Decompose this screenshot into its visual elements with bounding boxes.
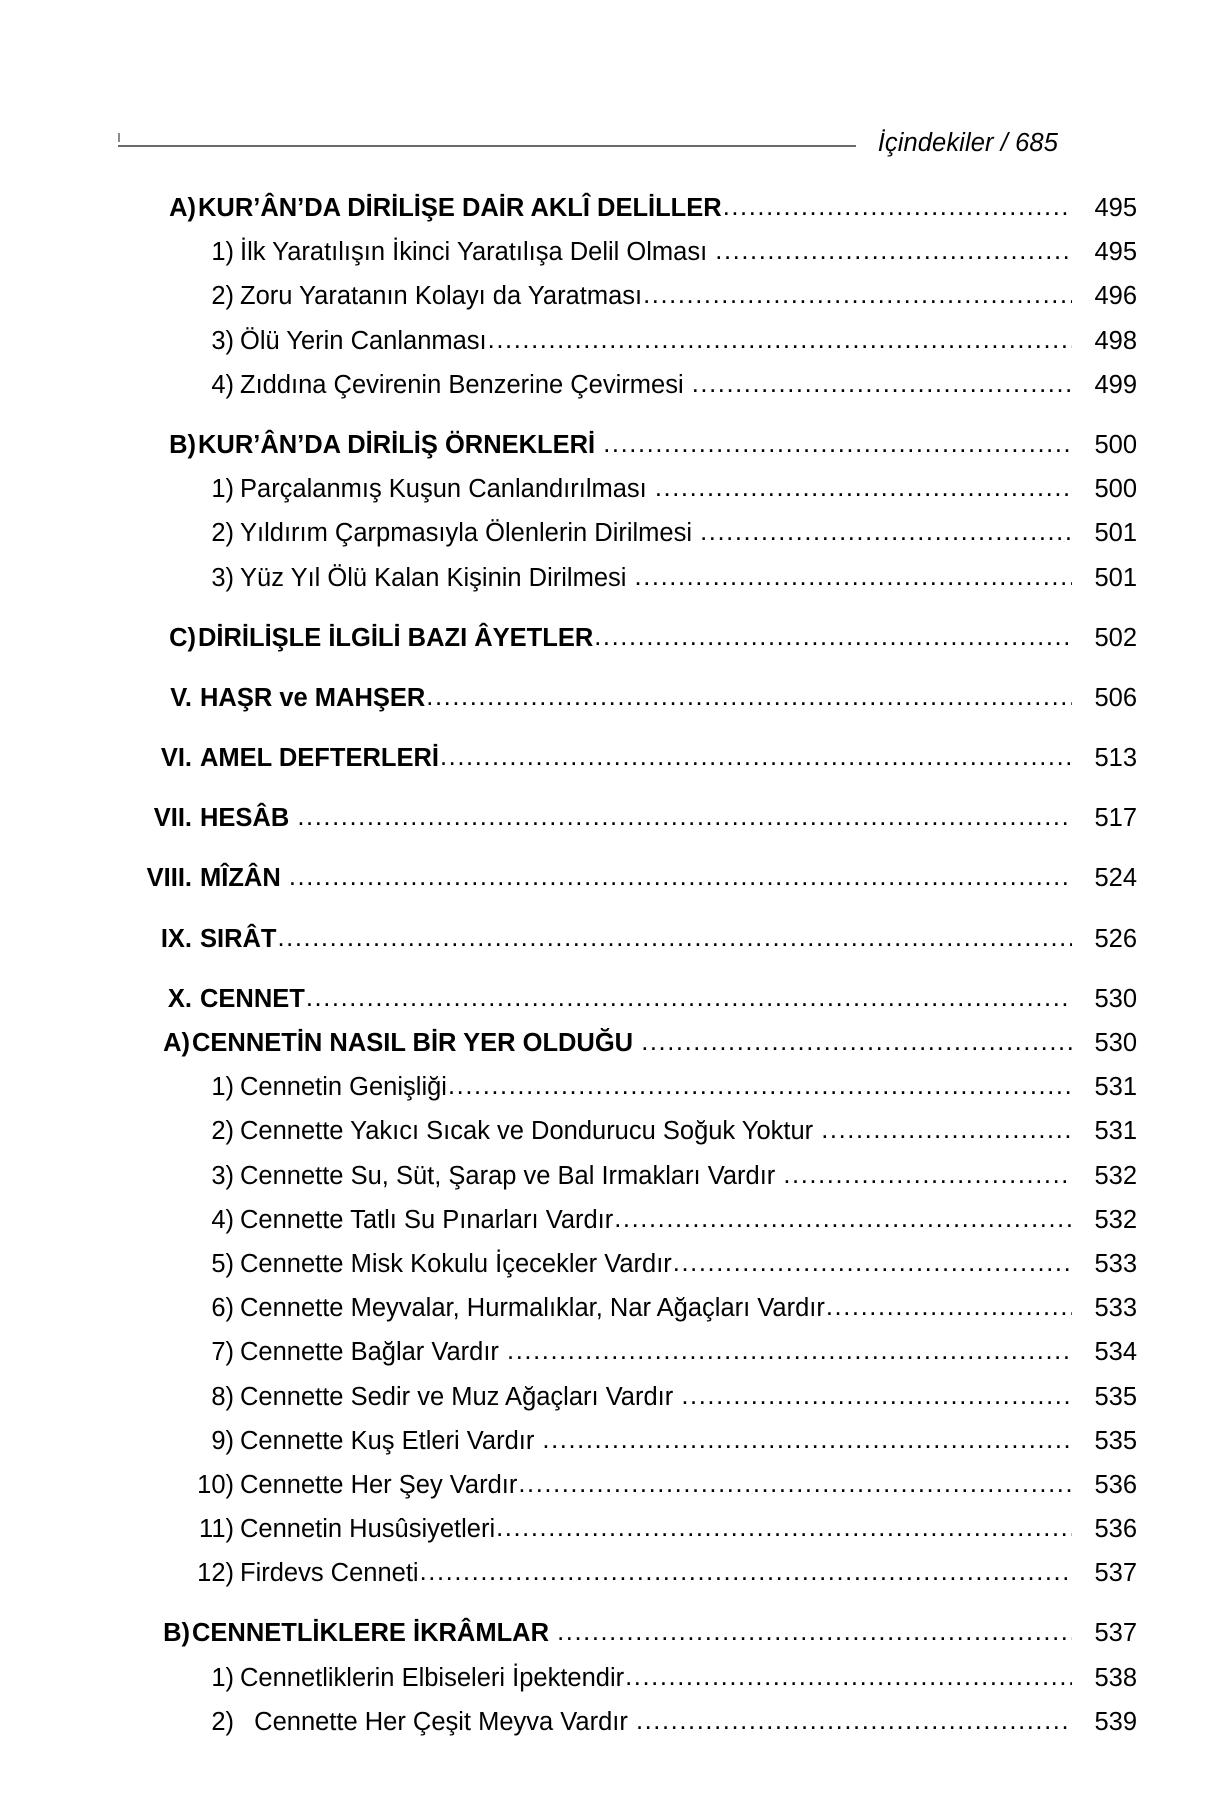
toc-dot-leader [826, 1295, 1072, 1321]
toc-entry-title: İlk Yaratılışın İkinci Yaratılışa Delil Olması [240, 238, 715, 267]
toc-entry-marker: 12) [197, 1559, 234, 1588]
toc-entry-page-number: 530 [1094, 1029, 1137, 1057]
toc-entry[interactable] [0, 1470, 1221, 1517]
toc-entry-marker: 2) [211, 1117, 234, 1146]
toc-dot-leader [655, 476, 1072, 502]
toc-dot-leader [507, 1339, 1072, 1365]
toc-dot-leader [542, 1428, 1072, 1454]
toc-entry-marker: 3) [211, 563, 234, 592]
toc-entry-page-number: 500 [1094, 475, 1137, 504]
toc-entry-page-number: 536 [1094, 1470, 1137, 1499]
toc-entry-marker: 1) [211, 475, 234, 504]
toc-dot-leader [426, 685, 1072, 711]
toc-entry[interactable] [0, 284, 1221, 328]
toc-dot-leader [614, 1207, 1072, 1233]
toc-entry-title: Cennette Kuş Etleri Vardır [240, 1426, 542, 1455]
toc-dot-leader [603, 432, 1072, 458]
toc-entry-title: AMEL DEFTERLERİ [200, 744, 439, 773]
toc-dot-leader [625, 1665, 1072, 1691]
toc-dot-leader [692, 372, 1072, 398]
toc-entry-title: CENNETİN NASIL BİR YER OLDUĞU [192, 1029, 641, 1057]
toc-entry[interactable] [0, 1707, 1221, 1754]
toc-entry-page-number: 506 [1094, 683, 1137, 712]
toc-entry-title: Cennette Tatlı Su Pınarları Vardır [240, 1205, 614, 1234]
toc-entry-page-number: 533 [1094, 1249, 1137, 1278]
toc-entry[interactable] [0, 683, 1221, 730]
toc-entry[interactable] [0, 1205, 1221, 1252]
toc-dot-leader [557, 1620, 1072, 1646]
toc-entry-page-number: 538 [1094, 1663, 1137, 1692]
toc-entry[interactable] [0, 521, 1221, 565]
toc-entry-page-number: 501 [1094, 519, 1137, 548]
toc-entry-title: Yüz Yıl Ölü Kalan Kişinin Dirilmesi [240, 563, 634, 592]
toc-entry-title: Cennette Su, Süt, Şarap ve Bal Irmakları Vardır [240, 1161, 783, 1190]
toc-entry-title: Parçalanmış Kuşun Canlandırılması [240, 475, 654, 504]
header-title: İçindekiler / 685 [877, 128, 1058, 157]
toc-entry-marker: 4) [211, 1205, 234, 1234]
toc-entry[interactable] [0, 1517, 1221, 1561]
toc-dot-leader [278, 926, 1073, 952]
toc-entry-marker: 1) [211, 1073, 234, 1102]
toc-entry-marker: 7) [211, 1338, 234, 1367]
toc-entry[interactable] [0, 1382, 1221, 1429]
toc-entry-marker: X. [167, 984, 192, 1013]
toc-entry-marker: B) [169, 430, 196, 459]
header-tick-mark [118, 133, 120, 142]
toc-entry-title: Cennette Her Şey Vardır [240, 1470, 518, 1499]
toc-entry[interactable] [0, 1161, 1221, 1208]
toc-entry-marker: 2) [211, 519, 234, 548]
toc-entry-marker: 2) [211, 282, 234, 311]
toc-entry-title: KUR’ÂN’DA DİRİLİŞE DAİR AKLÎ DELİLLER [198, 194, 722, 222]
toc-dot-leader [715, 239, 1072, 265]
toc-entry-page-number: 532 [1094, 1161, 1137, 1190]
toc-entry[interactable] [0, 1249, 1221, 1296]
toc-entry-page-number: 495 [1094, 238, 1137, 267]
toc-entry-marker: 1) [211, 1663, 234, 1692]
running-header [118, 112, 1058, 156]
toc-entry-title: Cennetin Genişliği [240, 1073, 447, 1102]
toc-entry[interactable] [0, 984, 1221, 1031]
toc-entry-title: Ölü Yerin Canlanması [240, 326, 487, 355]
toc-dot-leader [488, 328, 1072, 354]
toc-entry-page-number: 498 [1094, 326, 1137, 355]
toc-entry-page-number: 537 [1094, 1559, 1137, 1588]
toc-entry-page-number: 524 [1094, 864, 1137, 893]
toc-dot-leader [594, 625, 1072, 651]
toc-entry[interactable] [0, 1119, 1221, 1163]
toc-dot-leader [420, 1560, 1072, 1586]
toc-entry[interactable] [0, 1340, 1221, 1384]
toc-entry-marker: V. [170, 683, 192, 712]
toc-entry-page-number: 533 [1094, 1294, 1137, 1323]
toc-entry-page-number: 536 [1094, 1515, 1137, 1544]
toc-entry-title: Cennetin Husûsiyetleri [240, 1515, 496, 1544]
toc-entry[interactable] [0, 1621, 1221, 1665]
toc-dot-leader [636, 1709, 1072, 1735]
toc-entry[interactable] [0, 924, 1221, 971]
toc-entry-marker: 3) [211, 1161, 234, 1190]
toc-entry-page-number: 539 [1094, 1707, 1137, 1736]
toc-entry[interactable] [0, 746, 1221, 790]
toc-dot-leader [723, 195, 1072, 221]
toc-entry[interactable] [0, 806, 1221, 850]
toc-dot-leader [641, 1030, 1072, 1056]
toc-entry[interactable] [0, 1561, 1221, 1605]
toc-entry[interactable] [0, 240, 1221, 284]
toc-entry-page-number: 531 [1094, 1073, 1137, 1102]
toc-dot-leader [518, 1472, 1072, 1498]
toc-entry[interactable] [0, 1296, 1221, 1340]
toc-dot-leader [783, 1163, 1072, 1189]
toc-entry[interactable] [0, 623, 1221, 670]
toc-entry-title: HAŞR ve MAHŞER [200, 683, 426, 712]
toc-entry-marker: A) [163, 1029, 190, 1057]
toc-dot-leader [448, 1074, 1072, 1100]
toc-entry-marker: 8) [211, 1382, 234, 1411]
toc-dot-leader [635, 565, 1072, 591]
toc-entry[interactable] [0, 1031, 1221, 1075]
toc-entry-title: Firdevs Cenneti [240, 1559, 419, 1588]
toc-dot-leader [643, 283, 1072, 309]
toc-entry[interactable] [0, 370, 1221, 417]
toc-entry-title: HESÂB [200, 804, 297, 833]
toc-entry-title: Cennette Her Çeşit Meyva Vardır [240, 1707, 635, 1736]
toc-entry-marker: VI. [160, 744, 192, 773]
toc-dot-leader [673, 1251, 1072, 1277]
toc-dot-leader [681, 1384, 1072, 1410]
toc-entry[interactable] [0, 1426, 1221, 1473]
toc-entry-marker: 4) [211, 370, 234, 399]
toc-entry-page-number: 526 [1094, 924, 1137, 953]
toc-entry-title: Yıldırım Çarpmasıyla Ölenlerin Dirilmesi [240, 519, 700, 548]
toc-dot-leader [306, 986, 1072, 1012]
toc-entry-marker: 2) [211, 1707, 234, 1736]
toc-entry[interactable] [0, 563, 1221, 610]
toc-entry[interactable] [0, 326, 1221, 373]
toc-entry-marker: 10) [197, 1470, 234, 1499]
toc-entry-page-number: 517 [1094, 804, 1137, 833]
toc-entry[interactable] [0, 1663, 1221, 1710]
toc-entry-marker: 9) [211, 1426, 234, 1455]
toc-entry-marker: 3) [211, 326, 234, 355]
toc-entry-page-number: 537 [1094, 1619, 1137, 1648]
toc-entry-title: KUR’ÂN’DA DİRİLİŞ ÖRNEKLERİ [198, 430, 603, 459]
toc-dot-leader [700, 520, 1072, 546]
toc-entry-title: Cennette Meyvalar, Hurmalıklar, Nar Ağaçları Vardır [240, 1294, 825, 1323]
toc-entry-title: Cennette Yakıcı Sıcak ve Dondurucu Soğuk Yoktur [240, 1117, 821, 1146]
toc-entry-title: SIRÂT [200, 924, 277, 953]
toc-entry-page-number: 499 [1094, 370, 1137, 399]
toc-entry[interactable] [0, 477, 1221, 521]
toc-entry-marker: 6) [211, 1294, 234, 1323]
toc-entry-page-number: 513 [1094, 744, 1137, 773]
toc-entry-marker: 11) [199, 1515, 234, 1544]
toc-entry[interactable] [0, 430, 1221, 477]
toc-entry-page-number: 501 [1094, 563, 1137, 592]
toc-dot-leader [496, 1516, 1072, 1542]
toc-entry-title: MÎZÂN [200, 864, 288, 893]
toc-entry-title: CENNETLİKLERE İKRÂMLAR [192, 1619, 557, 1648]
toc-dot-leader [297, 805, 1072, 831]
toc-dot-leader [289, 865, 1072, 891]
toc-entry-page-number: 530 [1094, 984, 1137, 1013]
toc-entry-marker: A) [169, 194, 196, 222]
toc-dot-leader [440, 745, 1072, 771]
toc-entry-page-number: 532 [1094, 1205, 1137, 1234]
header-rule [118, 145, 856, 147]
toc-entry-page-number: 531 [1094, 1117, 1137, 1146]
toc-entry-marker: 5) [211, 1249, 234, 1278]
table-of-contents [0, 196, 1221, 1754]
toc-entry-title: Cennetliklerin Elbiseleri İpektendir [240, 1663, 625, 1692]
toc-entry-marker: B) [163, 1619, 190, 1648]
toc-entry-page-number: 496 [1094, 282, 1137, 311]
toc-entry-title: Zoru Yaratanın Kolayı da Yaratması [240, 282, 643, 311]
toc-entry-page-number: 495 [1094, 194, 1137, 222]
toc-entry-page-number: 535 [1094, 1426, 1137, 1455]
toc-entry[interactable] [0, 196, 1221, 240]
toc-entry-title: Zıddına Çevirenin Benzerine Çevirmesi [240, 370, 691, 399]
toc-entry[interactable] [0, 1075, 1221, 1119]
toc-entry[interactable] [0, 866, 1221, 910]
toc-entry-marker: IX. [160, 924, 192, 953]
toc-entry-marker: VIII. [146, 864, 192, 893]
toc-entry-marker: C) [169, 623, 196, 652]
toc-entry-page-number: 502 [1094, 623, 1137, 652]
toc-dot-leader [821, 1118, 1072, 1144]
toc-entry-title: DİRİLİŞLE İLGİLİ BAZI ÂYETLER [198, 623, 594, 652]
toc-entry-page-number: 535 [1094, 1382, 1137, 1411]
toc-entry-title: CENNET [200, 984, 305, 1013]
toc-entry-page-number: 534 [1094, 1338, 1137, 1367]
toc-entry-title: Cennette Sedir ve Muz Ağaçları Vardır [240, 1382, 681, 1411]
toc-entry-title: Cennette Misk Kokulu İçecekler Vardır [240, 1249, 672, 1278]
toc-entry-marker: VII. [153, 804, 192, 833]
toc-entry-title: Cennette Bağlar Vardır [240, 1338, 507, 1367]
toc-entry-page-number: 500 [1094, 430, 1137, 459]
toc-entry-marker: 1) [211, 238, 234, 267]
